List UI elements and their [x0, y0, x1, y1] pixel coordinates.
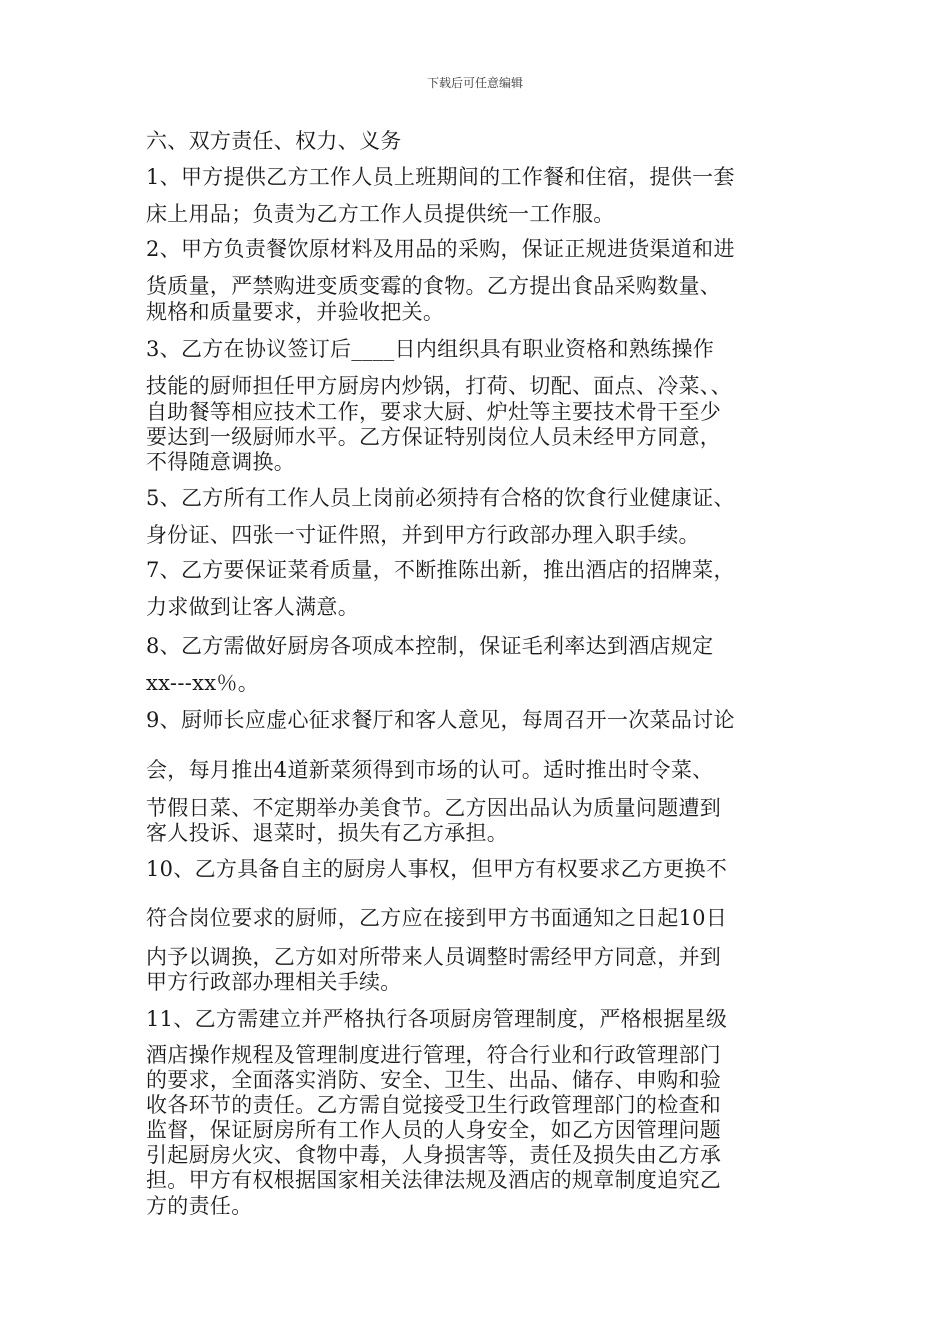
text-line: 不得随意调换。 [146, 450, 296, 474]
text-line: 身份证、四张一寸证件照，并到甲方行政部办理入职手续。 [146, 523, 700, 547]
text-line: 内予以调换，乙方如对所带来人员调整时需经甲方同意，并到 [146, 945, 722, 969]
text-line: 8、乙方需做好厨房各项成本控制，保证毛利率达到酒店规定 [146, 634, 714, 658]
text-line: 监督，保证厨房所有工作人员的人身安全，如乙方因管理问题 [146, 1118, 722, 1142]
text-line: 7、乙方要保证菜肴质量，不断推陈出新，推出酒店的招牌菜， [146, 558, 735, 582]
text-line: 2、甲方负责餐饮原材料及用品的采购，保证正规进货渠道和进 [146, 237, 735, 261]
text-line: 引起厨房火灾、食物中毒，人身损害等，责任及损失由乙方承 [146, 1143, 722, 1167]
text-line: 技能的厨师担任甲方厨房内炒锅，打荷、切配、面点、冷菜、、 [146, 374, 732, 398]
text-line: 甲方行政部办理相关手续。 [146, 970, 402, 994]
text-line: 规格和质量要求，并验收把关。 [146, 300, 445, 324]
text-line: 符合岗位要求的厨师，乙方应在接到甲方书面通知之日起10日 [146, 906, 728, 930]
text-line: 货质量，严禁购进变质变霉的食物。乙方提出食品采购数量、 [146, 274, 722, 298]
text-line: 要达到一级厨师水平。乙方保证特别岗位人员未经甲方同意， [146, 425, 722, 449]
text-line: 11、乙方需建立并严格执行各项厨房管理制度，严格根据星级 [146, 1007, 728, 1031]
text-line: 收各环节的责任。乙方需自觉接受卫生行政管理部门的检查和 [146, 1093, 722, 1117]
text-line: 的要求，全面落实消防、安全、卫生、出品、储存、申购和验 [146, 1068, 722, 1092]
text-line: 自助餐等相应技术工作，要求大厨、炉灶等主要技术骨干至少 [146, 400, 722, 424]
text-line: 5、乙方所有工作人员上岗前必须持有合格的饮食行业健康证、 [146, 486, 735, 510]
page-header-note: 下载后可任意编辑 [426, 76, 523, 90]
text-line: 10、乙方具备自主的厨房人事权，但甲方有权要求乙方更换不 [146, 857, 728, 881]
text-line: xx---xx％。 [146, 671, 259, 695]
text-line: 客人投诉、退菜时，损失有乙方承担。 [146, 821, 509, 845]
text-line: 床上用品；负责为乙方工作人员提供统一工作服。 [146, 202, 615, 226]
text-line: 节假日菜、不定期举办美食节。乙方因出品认为质量问题遭到 [146, 796, 722, 820]
text-line: 酒店操作规程及管理制度进行管理，符合行业和行政管理部门 [146, 1043, 722, 1067]
text-line: 1、甲方提供乙方工作人员上班期间的工作餐和住宿，提供一套 [146, 165, 735, 189]
text-line: 3、乙方在协议签订后____日内组织具有职业资格和熟练操作 [146, 337, 715, 361]
text-line: 方的责任。 [146, 1194, 253, 1218]
text-line: 担。甲方有权根据国家相关法律法规及酒店的规章制度追究乙 [146, 1168, 722, 1192]
text-line: 会，每月推出4道新菜须得到市场的认可。适时推出时令菜、 [146, 758, 714, 782]
text-line: 9、厨师长应虚心征求餐厅和客人意见，每周召开一次菜品讨论 [146, 708, 735, 732]
section-heading: 六、双方责任、权力、义务 [146, 129, 402, 153]
text-line: 力求做到让客人满意。 [146, 595, 359, 619]
